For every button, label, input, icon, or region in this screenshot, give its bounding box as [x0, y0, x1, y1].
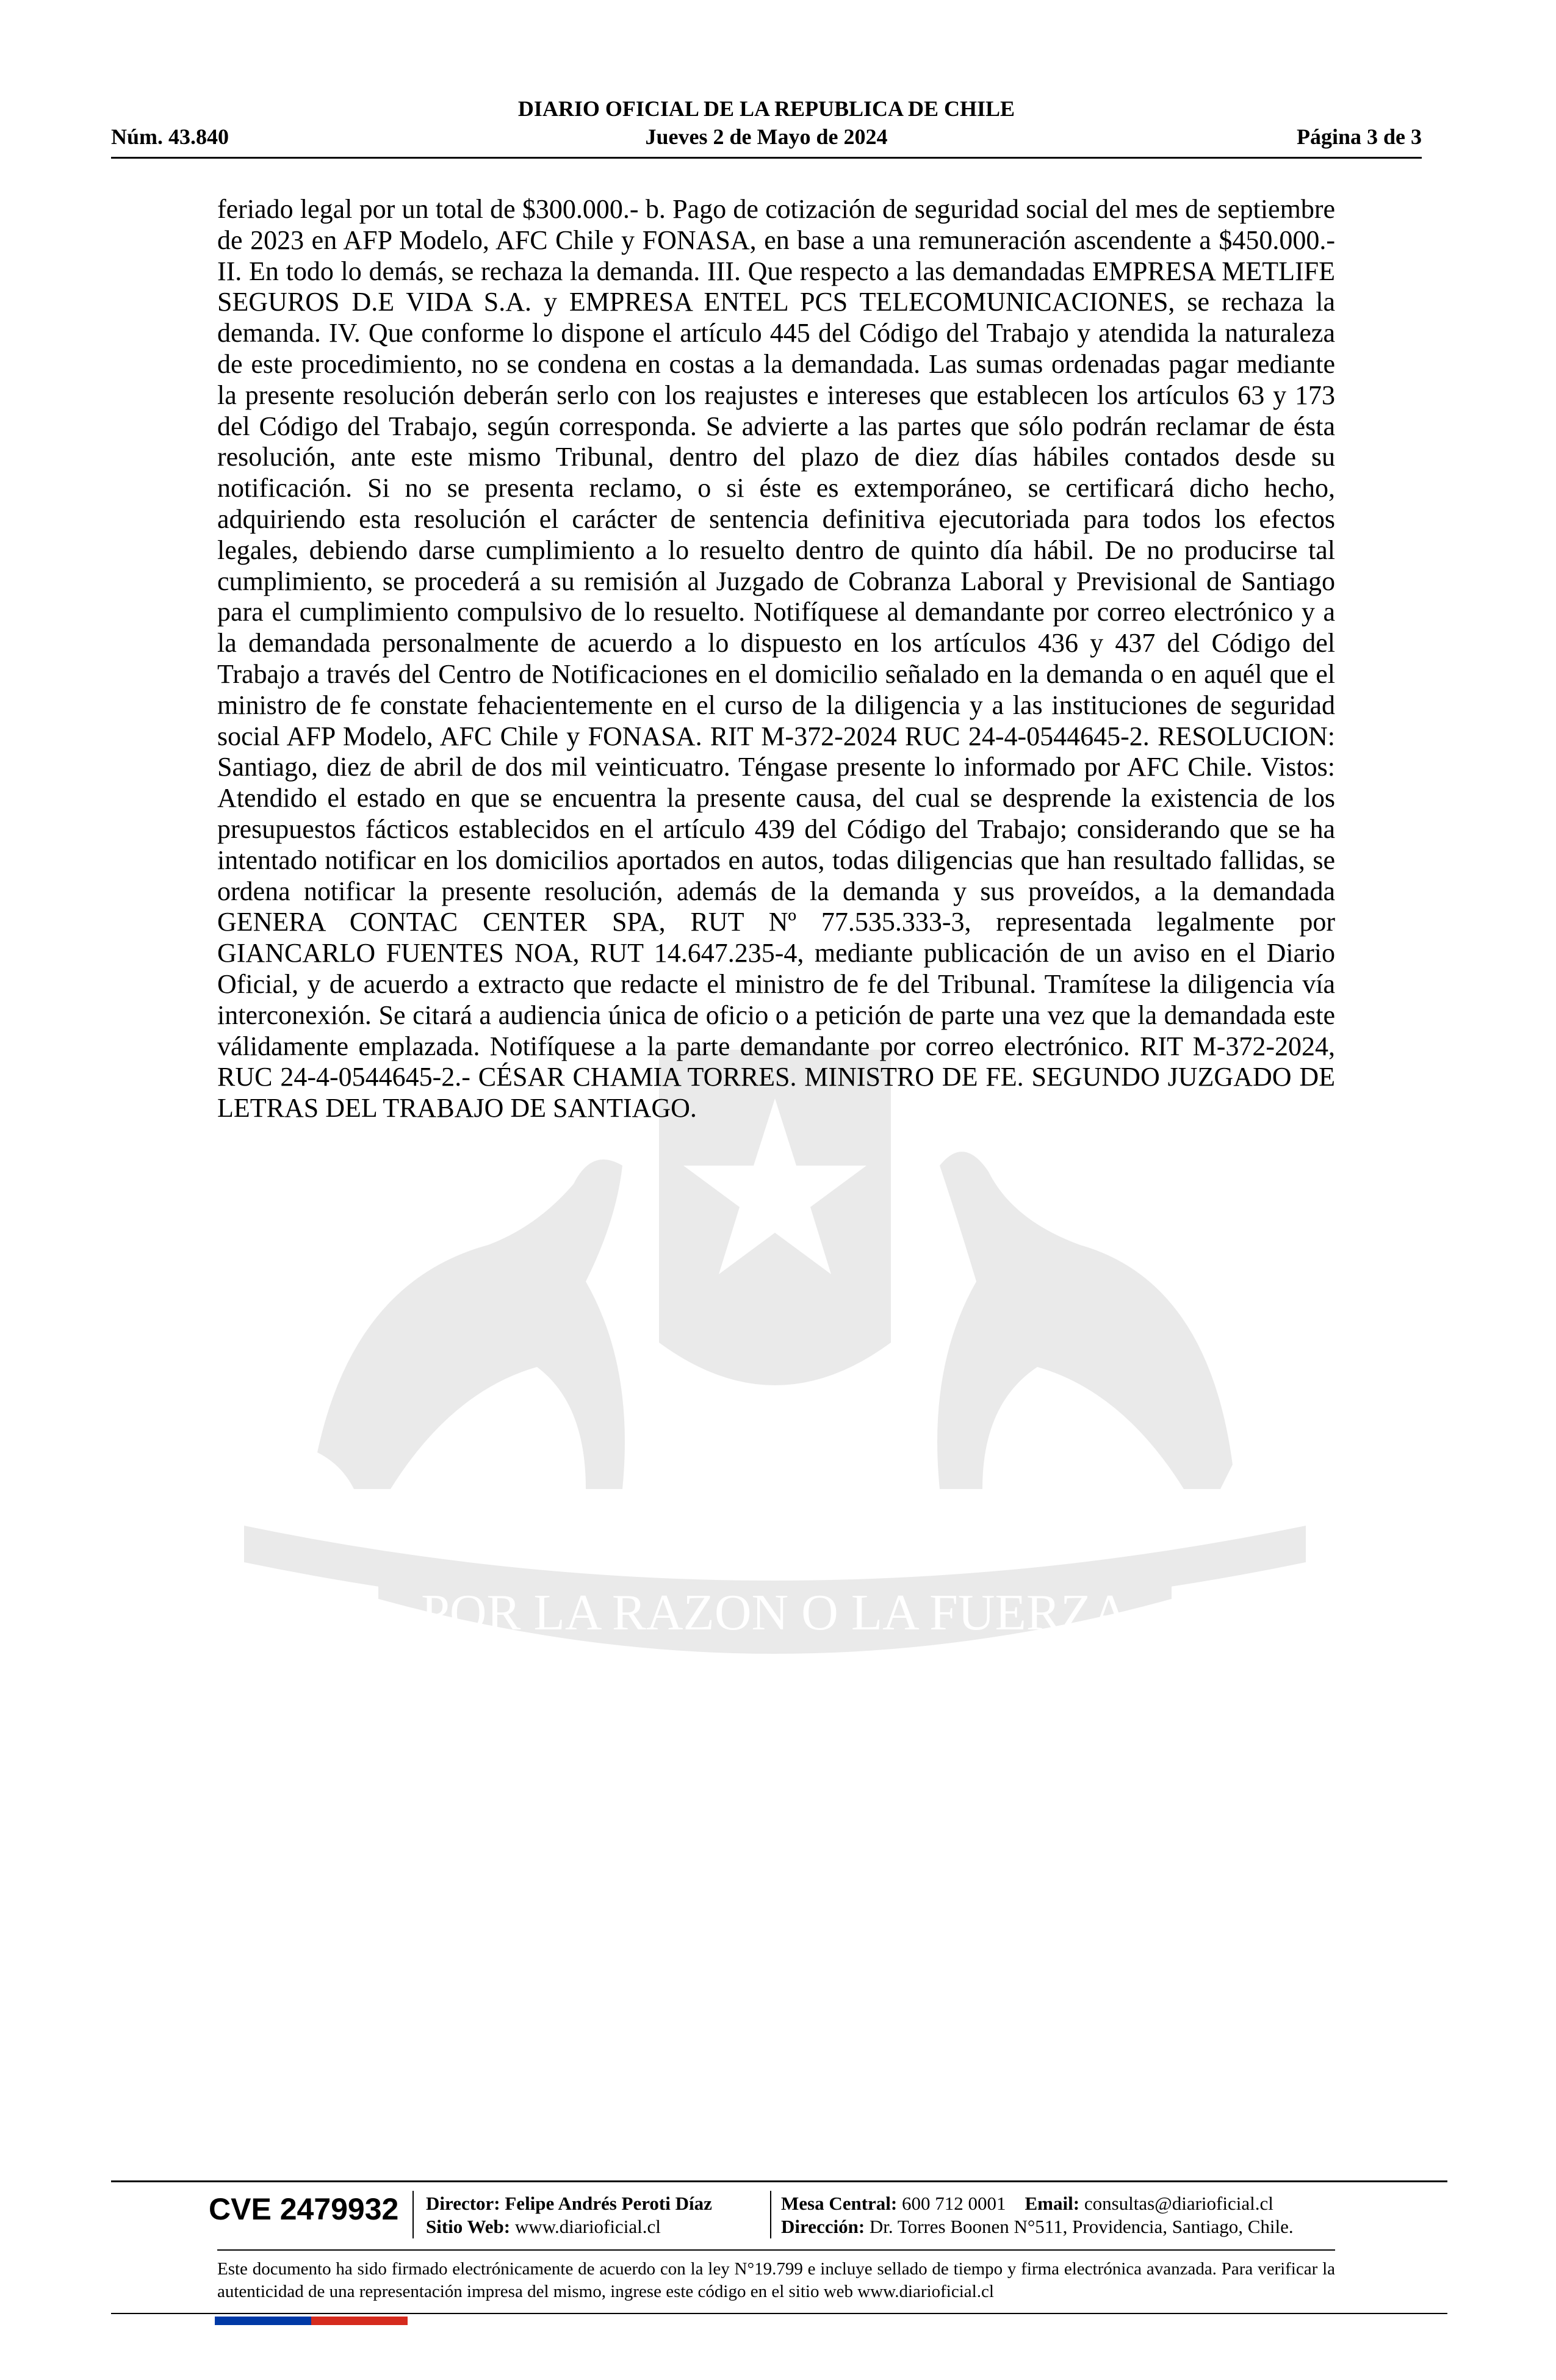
- footer-divider-inner: [217, 2249, 1335, 2251]
- footer-divider-bottom: [111, 2313, 1447, 2314]
- address-label: Dirección:: [781, 2216, 865, 2237]
- page-number: Página 3 de 3: [1296, 124, 1422, 149]
- phone-label: Mesa Central:: [781, 2193, 898, 2214]
- website-label: Sitio Web:: [426, 2216, 511, 2237]
- director-label: Director:: [426, 2193, 500, 2214]
- chilean-coat-of-arms-icon: [195, 1025, 1355, 1684]
- phone-number: 600 712 0001: [902, 2193, 1006, 2214]
- issue-date: Jueves 2 de Mayo de 2024: [645, 124, 888, 149]
- footer-separator: [770, 2191, 771, 2238]
- email-label: Email:: [1025, 2193, 1080, 2214]
- website-link[interactable]: www.diarioficial.cl: [514, 2216, 661, 2237]
- cve-code: CVE 2479932: [209, 2192, 399, 2226]
- watermark-motto: POR LA RAZON O LA FUERZA: [421, 1584, 1129, 1641]
- flag-stripe-blue: [215, 2317, 311, 2325]
- footer-divider-top: [111, 2180, 1447, 2182]
- address-value: Dr. Torres Boonen N°511, Providencia, Santiago, Chile.: [869, 2216, 1294, 2237]
- footer-separator: [412, 2191, 414, 2238]
- flag-stripe: [215, 2317, 408, 2325]
- page-header: [111, 95, 1422, 156]
- issue-number: Núm. 43.840: [111, 124, 229, 149]
- legal-notice: Este documento ha sido firmado electrónicamente de acuerdo con la ley N°19.799 e incluye sellado de tiempo y firma electrónica avanzada. Para verificar la autenticidad de una representación impresa del mismo, ingrese este código en el sitio web www.diarioficial.cl: [217, 2259, 1335, 2301]
- notice-body: feriado legal por un total de $300.000.- b. Pago de cotización de seguridad social del mes de septiembre de 2023 en AFP Modelo, AFC Chile y FONASA, en base a una remuneración ascendente a $450.000.- II. En todo lo demás, se rechaza la demanda. III. Que respecto a las demandadas EMPRESA METLIFE SEGUROS D.E VIDA S.A. y EMPRESA ENTEL PCS TELECOMUNICACIONES, se rechaza la demanda. IV. Que conforme lo dispone el artículo 445 del Código del Trabajo y atendida la naturaleza de este procedimiento, no se condena en costas a la demandada. Las sumas ordenadas pagar mediante la presente resolución deberán serlo con los reajustes e intereses que establecen los artículos 63 y 173 del Código del Trabajo, según corresponda. Se advierte a las partes que sólo podrán reclamar de ésta resolución, ante este mismo Tribunal, dentro del plazo de diez días hábiles contados desde su notificación. Si no se presenta reclamo, o si éste es extemporáneo, se certificará dicho hecho, adquiriendo esta resolución el carácter de sentencia definitiva ejecutoriada para todos los efectos legales, debiendo darse cumplimiento a lo resuelto dentro de quinto día hábil. De no producirse tal cumplimiento, se procederá a su remisión al Juzgado de Cobranza Laboral y Previsional de Santiago para el cumplimiento compulsivo de lo resuelto. Notifíquese al demandante por correo electrónico y a la demandada personalmente de acuerdo a lo dispuesto en los artículos 436 y 437 del Código del Trabajo a través del Centro de Notificaciones en el domicilio señalado en la demanda o en aquél que el ministro de fe constate fehacientemente en el curso de la diligencia y a las instituciones de seguridad social AFP Modelo, AFC Chile y FONASA. RIT M-372-2024 RUC 24-4-0544645-2. RESOLUCION: Santiago, diez de abril de dos mil veinticuatro. Téngase presente lo informado por AFC Chile. Vistos: Atendido el estado en que se encuentra la presente causa, del cual se desprende la existencia de los presupuestos fácticos establecidos en el artículo 439 del Código del Trabajo; considerando que se ha intentado notificar en los domicilios aportados en autos, todas diligencias que han resultado fallidas, se ordena notificar la presente resolución, además de la demanda y sus proveídos, a la demandada GENERA CONTAC CENTER SPA, RUT Nº 77.535.333-3, representada legalmente por GIANCARLO FUENTES NOA, RUT 14.647.235-4, mediante publicación de un aviso en el Diario Oficial, y de acuerdo a extracto que redacte el ministro de fe del Tribunal. Tramítese la diligencia vía interconexión. Se citará a audiencia única de oficio o a petición de parte una vez que la demandada este válidamente emplazada. Notifíquese a la parte demandante por correo electrónico. RIT M-372-2024, RUC 24-4-0544645-2.- CÉSAR CHAMIA TORRES. MINISTRO DE FE. SEGUNDO JUZGADO DE LETRAS DEL TRABAJO DE SANTIAGO.: [217, 194, 1335, 1123]
- director-name: Felipe Andrés Peroti Díaz: [505, 2193, 712, 2214]
- publication-title: DIARIO OFICIAL DE LA REPUBLICA DE CHILE: [517, 96, 1015, 121]
- footer-director-block: [426, 2192, 712, 2238]
- email-link[interactable]: consultas@diarioficial.cl: [1084, 2193, 1273, 2214]
- footer-contact-block: [781, 2192, 1294, 2238]
- header-divider: [111, 157, 1422, 159]
- flag-stripe-red: [311, 2317, 408, 2325]
